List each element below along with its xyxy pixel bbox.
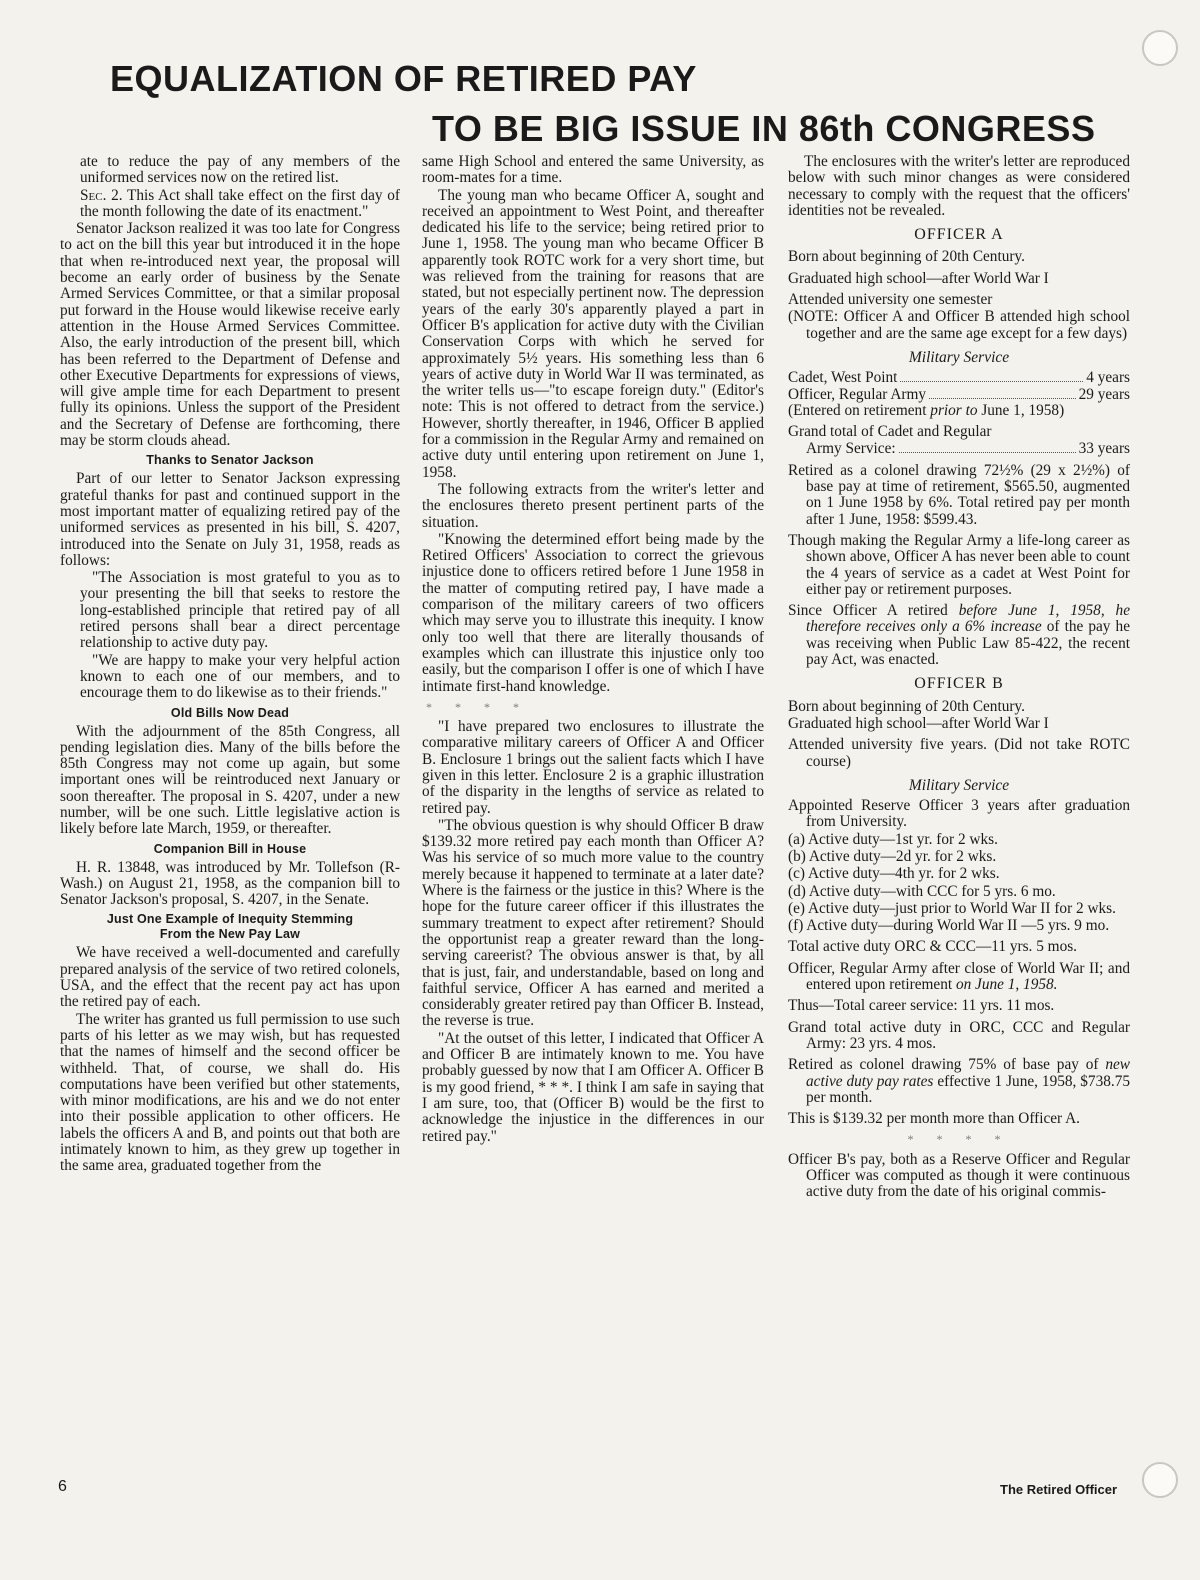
regular-italic: on June 1, 1958. xyxy=(955,976,1058,994)
binder-hole-top xyxy=(1142,30,1178,66)
officer-b-total-orc: Total active duty ORC & CCC—11 yrs. 5 mos. xyxy=(788,938,1077,956)
duty-tag: (a) xyxy=(788,830,805,848)
officer-a-retired: Retired as a colonel drawing 72½% (29 x 2½%) of base pay at time of retirement, $565.50, augmented on 1 June 1958 by 6%. Total retired pay per month after 1 June, 1958: $599.43. xyxy=(788,461,1130,528)
separator-stars: * * * * xyxy=(907,1132,1011,1147)
paragraph: ate to reduce the pay of any members of the uniformed services now on the retired list. xyxy=(80,154,400,187)
subheading-example-line-1: Just One Example of Inequity Stemming xyxy=(106,912,354,927)
retired-italic: new active duty pay rates xyxy=(806,1056,1130,1090)
total-value: 33 years xyxy=(1078,440,1130,458)
duty-item xyxy=(788,901,1130,917)
heading-military-service-a: Military Service xyxy=(908,348,1010,366)
paragraph: The writer has granted us full permission to use such parts of his letter as we may wish, but has requested that the names of himself and the second officer be withheld. That, of course, we shall do. His computations have been verified but other statements, with minor modifications, are his and we do not enter into their possible application to other officers. He labels the officers A and B, and points out that both are intimately known to him, as they grew up together in the same area, graduated together from the xyxy=(60,1010,400,1175)
officer-b-appointed: Appointed Reserve Officer 3 years after graduation from University. xyxy=(788,797,1130,831)
officer-b-difference: This is $139.32 per month more than Officer A. xyxy=(788,1110,1081,1128)
duty-text: Active duty—2d yr. for 2 wks. xyxy=(808,847,997,865)
section-label: Sec. 2. xyxy=(80,186,123,204)
headline-line-1: EQUALIZATION OF RETIRED PAY xyxy=(110,58,697,99)
subheading-example-line-2: From the New Pay Law xyxy=(159,927,301,942)
retired-text: Retired as colonel drawing 75% of base pay of xyxy=(788,1056,1099,1074)
heading-officer-a: OFFICER A xyxy=(914,226,1004,244)
officer-b-retired xyxy=(788,1057,1130,1106)
regular-label: Officer, Regular Army xyxy=(788,385,927,403)
officer-a-note: (NOTE: Officer A and Officer B attended high school together and are the same age except for a few days) xyxy=(788,308,1130,342)
entered-date: June 1, 1958) xyxy=(981,401,1065,419)
subheading-thanks: Thanks to Senator Jackson xyxy=(146,453,314,468)
paragraph: The young man who became Officer A, sought and received an appointment to West Point, and thereafter dedicated his life to the service; being retired prior to June 1, 1958. The young man who became Officer B apparently took ROTC work for a very short time, but was relieved from the training for reasons that are stated, but not especially pertinent now. The depression years of the early 30's apparently played a part in Officer B's application for active duty with the Civilian Conservation Corps with which he served for approximately 5½ years. His something less than 6 years of active duty in World War II was terminated, as the writer tells us—"to escape foreign duty." (Editor's note: This is not offered to detract from the service.) However, shortly thereafter, in 1946, Officer B applied for a commission in the Regular Army and remained on active duty until entering upon retirement on June 1, 1958. xyxy=(422,186,764,481)
paragraph: The following extracts from the writer's letter and the enclosures thereto present pertinent parts of the situation. xyxy=(422,480,764,531)
duty-tag: (f) xyxy=(788,917,804,935)
officer-a-though: Though making the Regular Army a life-long career as shown above, Officer A has never been able to count the 4 years of service as a cadet at West Point for either pay or retirement purposes. xyxy=(788,531,1130,598)
duty-text: Active duty—4th yr. for 2 wks. xyxy=(807,865,1000,883)
paragraph: We have received a well-documented and carefully prepared analysis of the service of two retired colonels, USA, and the effect that the recent pay act has upon the retired pay of each. xyxy=(60,944,400,1011)
duty-item xyxy=(788,918,1130,934)
officer-a-attended: Attended university one semester xyxy=(788,291,993,309)
duty-tag: (d) xyxy=(788,882,806,900)
officer-a-total-row xyxy=(788,441,1130,457)
paragraph: Senator Jackson realized it was too late for Congress to act on the bill this year but introduced it in the hope that when re-introduced next year, the proposal will become an early order of business by the Senate Armed Services Committee, or that a similar proposal put forward in the House would likewise receive early attention in the House Armed Services Committee. Also, the early introduction of the present bill, which has been referred to the Department of Defense and other Executive Departments for expressions of views, will give ample time for each Department to present fully its opinions. Unless the support of the President and the Secretary of Defense are forthcoming, there may be storm clouds ahead. xyxy=(60,220,400,450)
regular-value: 29 years xyxy=(1078,385,1130,403)
duty-text: Active duty—with CCC for 5 yrs. 6 mo. xyxy=(808,882,1056,900)
cadet-label: Cadet, West Point xyxy=(788,369,898,387)
officer-b-attended: Attended university five years. (Did not take ROTC course) xyxy=(788,736,1130,770)
paragraph: "Knowing the determined effort being made by the Retired Officers' Association to correct the grievous injustice done to officers retired before 1 June 1958 in the matter of computing retired pay, I have made a comparison of the military careers of two officers which may serve you to illustrate this inequity. I know only too well that there are literally thousands of examples which can illustrate this injustice only too easily, but the comparison I offer is one of which I have intimate first-hand knowledge. xyxy=(422,530,764,695)
column-1 xyxy=(60,154,400,1474)
paragraph: Part of our letter to Senator Jackson expressing grateful thanks for past and continued support in the most important matter of equalizing retired pay of the uniformed services as presented in his bill, S. 4207, introduced into the Senate on July 31, 1958, reads as follows: xyxy=(60,470,400,569)
paragraph: "The obvious question is why should Officer B draw $139.32 more retired pay each month than Officer A? Was his service of so much more value to the country merely because it happened to terminate at a later date? Where is the fairness or the justice in this? Where is the hope for the future career officer if this illustrates the summary treatment to expect after retirement? Should the opportunist reap a greater reward than the long-serving careerist? The obvious answer is that, by all that is just, fair, and understandable, based on long and faithful service, Officer A has earned and merited a considerably greater retired pay than Officer B. Instead, the reverse is true. xyxy=(422,816,764,1030)
duty-item xyxy=(788,832,1130,848)
paragraph xyxy=(60,188,400,221)
entered-italic: prior to xyxy=(930,401,978,419)
magazine-name: The Retired Officer xyxy=(1000,1482,1118,1497)
officer-a-entered xyxy=(788,403,1130,419)
paragraph: The enclosures with the writer's letter are reproduced below with such minor changes as were considered necessary to comply with the request that the officers' identities not be revealed. xyxy=(788,154,1130,219)
duty-text: Active duty—just prior to World War II for 2 wks. xyxy=(807,899,1116,917)
retired-rest: effective 1 June, 1958, $738.75 per month. xyxy=(806,1072,1130,1106)
officer-a-grand-total: Grand total of Cadet and Regular xyxy=(788,423,992,441)
duty-item xyxy=(788,884,1130,900)
duty-item xyxy=(788,866,1130,882)
paragraph: With the adjournment of the 85th Congress, all pending legislation dies. Many of the bills before the 85th Congress may not come up again, but some important ones will be reintroduced next January or soon thereafter. The proposal in S. 4207, under a new number, will be one such. Little legislative action is likely before late March, 1959, or thereafter. xyxy=(60,722,400,838)
duty-tag: (e) xyxy=(788,899,805,917)
officer-b-born: Born about beginning of 20th Century. xyxy=(788,697,1025,715)
paragraph: same High School and entered the same University, as room-mates for a time. xyxy=(422,154,764,187)
subheading-old-bills: Old Bills Now Dead xyxy=(170,705,290,720)
officer-a-born: Born about beginning of 20th Century. xyxy=(788,248,1025,266)
subheading-example xyxy=(60,912,400,942)
quote: "The Association is most grateful to you as to your presenting the bill that seeks to restore the long-established principle that retired pay of all retired persons shall bear a direct percentage relationship to active duty pay. xyxy=(80,569,400,652)
officer-a-graduated: Graduated high school—after World War I xyxy=(788,269,1049,287)
since-rest: of the pay he was receiving when Public Law 85-422, the recent pay Act, was enacted. xyxy=(806,618,1130,669)
paragraph: "I have prepared two enclosures to illustrate the comparative military careers of Officer A and Officer B. Enclosure 1 brings out the salient facts which I have given in this letter. Enclosure 2 is a graphic illustration of the disparity in the lengths of service as related to retired pay. xyxy=(422,718,764,817)
page-number: 6 xyxy=(58,1478,67,1495)
duty-text: Active duty—during World War II —5 yrs. 9 mo. xyxy=(806,917,1110,935)
officer-a-cadet-row xyxy=(788,370,1130,386)
separator-stars: * * * * xyxy=(426,699,529,714)
subheading-companion: Companion Bill in House xyxy=(153,841,307,856)
officer-a-since xyxy=(788,603,1130,668)
heading-officer-b: OFFICER B xyxy=(914,675,1004,693)
officer-b-regular xyxy=(788,961,1130,994)
column-2 xyxy=(422,154,764,1474)
duty-tag: (b) xyxy=(788,847,806,865)
duty-item xyxy=(788,849,1130,865)
since-italic: before June 1, 1958, he therefore receives only a 6% increase xyxy=(806,602,1130,636)
duty-tag: (c) xyxy=(788,865,805,883)
binder-hole-bottom xyxy=(1142,1462,1178,1498)
officer-b-graduated: Graduated high school—after World War I xyxy=(788,714,1049,732)
officer-b-thus: Thus—Total career service: 11 yrs. 11 mos. xyxy=(788,997,1055,1015)
column-3 xyxy=(788,154,1130,1474)
paragraph: H. R. 13848, was introduced by Mr. Tollefson (R-Wash.) on August 21, 1958, as the companion bill to Senator Jackson's proposal, S. 4207, in the Senate. xyxy=(60,858,400,909)
headline-line-2: TO BE BIG ISSUE IN 86th CONGRESS xyxy=(432,108,1096,149)
officer-a-regular-row xyxy=(788,387,1130,403)
since-text: Since Officer A retired xyxy=(788,602,948,620)
quote: "We are happy to make your very helpful action known to each one of our members, and to encourage them to do likewise as to their friends." xyxy=(80,651,400,702)
total-label: Army Service: xyxy=(806,440,896,458)
section-text: This Act shall take effect on the first day of the month following the date of its enactment." xyxy=(80,186,400,220)
paragraph: "At the outset of this letter, I indicated that Officer A and Officer B are intimately known to me. You have probably guessed by now that I am Officer A. Officer B is my good friend, * * *. I think I am safe in saying that I am sure, too, that (Officer B) would be the first to acknowledge the injustice in the differences in our retired pay." xyxy=(422,1029,764,1145)
cadet-value: 4 years xyxy=(1086,369,1130,387)
officer-b-pay: Officer B's pay, both as a Reserve Officer and Regular Officer was computed as though it were continuous active duty from the date of his original commis- xyxy=(788,1150,1130,1201)
duty-text: Active duty—1st yr. for 2 wks. xyxy=(807,830,998,848)
heading-military-service-b: Military Service xyxy=(908,776,1010,794)
entered-text: (Entered on retirement xyxy=(788,401,927,419)
officer-b-grand-total: Grand total active duty in ORC, CCC and Regular Army: 23 yrs. 4 mos. xyxy=(788,1018,1130,1052)
regular-text: Officer, Regular Army after close of World War II; and entered upon retirement xyxy=(788,959,1130,994)
